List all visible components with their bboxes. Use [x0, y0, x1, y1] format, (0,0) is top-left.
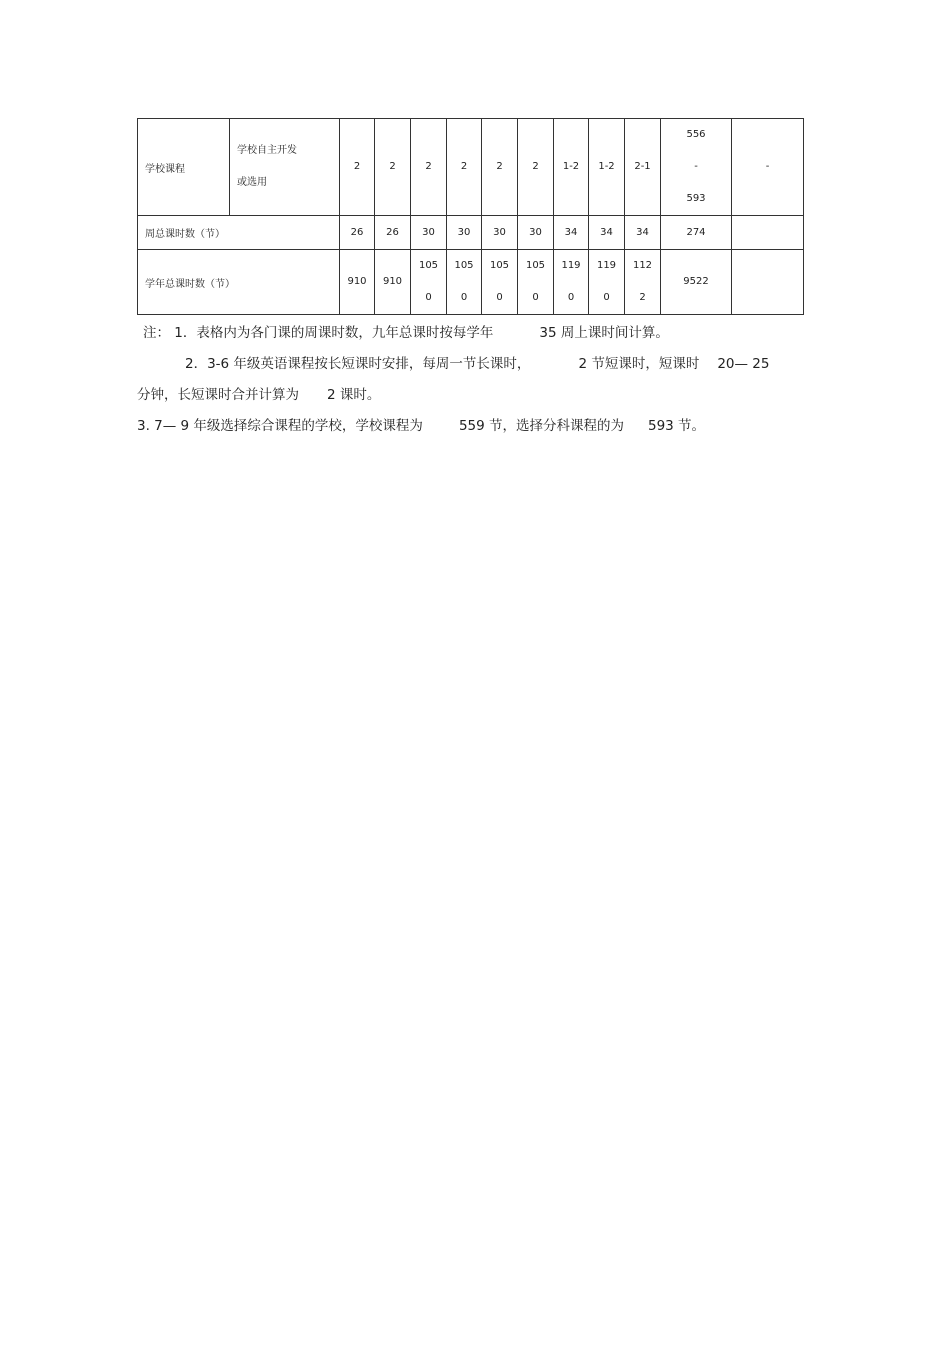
notes: [137, 318, 823, 442]
cell-line: 0: [425, 292, 432, 303]
cell-line: 105: [418, 260, 439, 271]
cell-line: 0: [603, 292, 610, 303]
table-row: [138, 216, 804, 250]
row-label: 周总课时数（节）: [138, 216, 340, 250]
total-cell: 274: [661, 216, 732, 250]
total-cell: [661, 119, 732, 216]
sub-label-cell: [230, 119, 340, 216]
cell-line: 0: [496, 292, 503, 303]
table-cell: [554, 250, 589, 315]
note-text: 2．3-6 年级英语课程按长短课时安排，每周一节长课时，: [185, 356, 531, 372]
note-text: 20— 25: [717, 356, 770, 372]
cell-line: 105: [525, 260, 546, 271]
note-text: 注： 1．表格内为各门课的周课时数，九年总课时按每学年: [143, 325, 494, 341]
table-cell: 1-2: [554, 119, 589, 216]
note-text: 分钟，长短课时合并计算为: [137, 387, 299, 403]
table-cell: 2: [518, 119, 554, 216]
last-cell: [732, 216, 804, 250]
cell-line: 119: [596, 260, 617, 271]
table-cell: 1-2: [589, 119, 625, 216]
note-text: 35 周上课时间计算。: [539, 325, 669, 341]
cell-line: 2: [639, 292, 646, 303]
note-1: [143, 318, 823, 349]
table-cell: 910: [375, 250, 411, 315]
table-cell: 30: [518, 216, 554, 250]
note-text: 559 节，选择分科课程的为: [458, 418, 624, 434]
table-cell: 2: [411, 119, 447, 216]
total-cell: 9522: [661, 250, 732, 315]
total-line: 556: [686, 129, 706, 140]
table-row: [138, 119, 804, 216]
table-cell: 34: [625, 216, 661, 250]
table-cell: 2: [340, 119, 375, 216]
note-3: [137, 411, 823, 442]
table-cell: 30: [482, 216, 518, 250]
table-cell: 2: [447, 119, 482, 216]
last-cell: [732, 250, 804, 315]
note-text: 3. 7— 9 年级选择综合课程的学校，学校课程为: [137, 418, 423, 434]
cell-line: 0: [567, 292, 575, 303]
total-line: 593: [686, 193, 706, 204]
sub-label-line: 学校自主开发: [237, 145, 297, 156]
table-cell: 2: [482, 119, 518, 216]
note-2: [143, 349, 823, 380]
note-2-cont: [137, 380, 823, 411]
cell-line: 0: [532, 292, 539, 303]
table-row: [138, 250, 804, 315]
cell-line: 105: [489, 260, 510, 271]
table-cell: [518, 250, 554, 315]
table-cell: 26: [375, 216, 411, 250]
table-cell: [482, 250, 518, 315]
cell-line: 119: [561, 260, 581, 271]
table-cell: 34: [589, 216, 625, 250]
cell-line: 0: [460, 292, 468, 303]
table-cell: 26: [340, 216, 375, 250]
sub-label-line: 或选用: [237, 177, 267, 188]
row-label: 学年总课时数（节）: [138, 250, 340, 315]
cell-line: 105: [454, 260, 474, 271]
table-cell: 910: [340, 250, 375, 315]
table-cell: [447, 250, 482, 315]
table-cell: [589, 250, 625, 315]
table-cell: [625, 250, 661, 315]
row-label: 学校课程: [138, 119, 230, 216]
curriculum-table: [137, 118, 804, 315]
last-cell: -: [732, 119, 804, 216]
table-cell: 30: [411, 216, 447, 250]
table-cell: 30: [447, 216, 482, 250]
note-text: 593 节。: [648, 418, 706, 434]
table-cell: [411, 250, 447, 315]
note-text: 2 课时。: [327, 387, 381, 403]
table-cell: 2-1: [625, 119, 661, 216]
table-cell: 34: [554, 216, 589, 250]
total-line: -: [694, 161, 698, 172]
note-text: 2 节短课时，短课时: [578, 356, 700, 372]
table-cell: 2: [375, 119, 411, 216]
cell-line: 112: [632, 260, 653, 271]
